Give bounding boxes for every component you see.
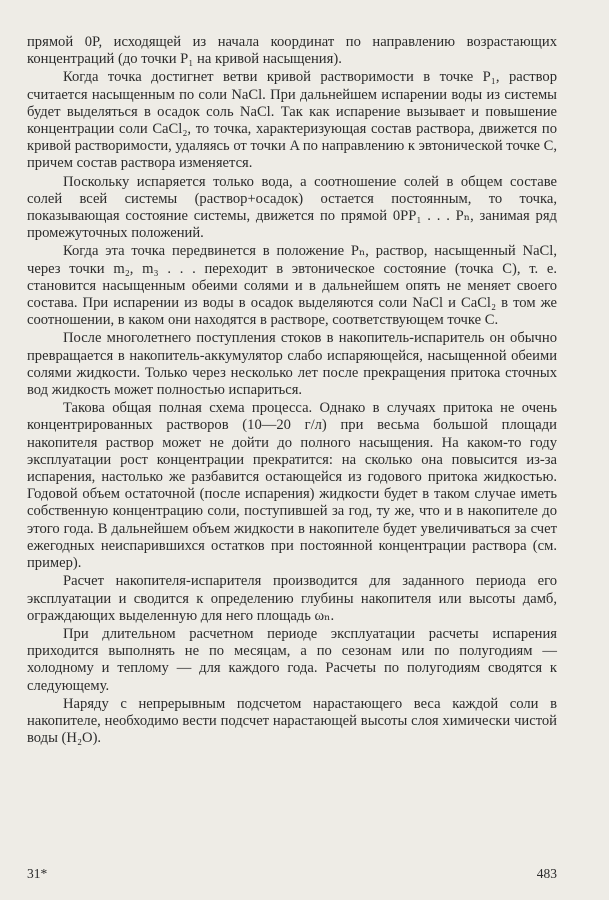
paragraph-7: Расчет накопителя-испарителя производится для заданного периода его эксплуатации и сводится к определению глубины накопителя или высоты дамб, ограждающих выделенную для него площадь ωₙ. <box>27 573 557 624</box>
paragraph-6: Такова общая полная схема процесса. Однако в случаях притока не очень концентрированных растворов (10—20 г/л) при весьма большой площади накопителя раствор может не дойти до полного насыщения. На каком-то году эксплуатации рост концентрации прекратится: на сколько она повысится из-за испарения, настолько же разбавится остающейся из годового притока жидкостью. Годовой объем остаточной (после испарения) жидкости будет в таком случае иметь собственную концентрацию соли, поступившей за год, ту же, что и в накопителе до этого года. В дальнейшем объем жидкости в накопителе будет увеличиваться за счет ежегодных неиспарившихся остатков при постоянной концентрации раствора (см. пример). <box>27 400 557 572</box>
paragraph-2: Когда точка достигнет ветви кривой растворимости в точке P₁, раствор считается насыщенным по соли NaCl. При дальнейшем испарении воды из системы будет выделяться в осадок соль NaCl. Так как испарение вызывает и повышение концентрации соли CaCl₂, то точка, характеризующая состав раствора, движется по кривой растворимости, удаляясь от точки A по направлению к эвтонической точке C, причем состав раствора изменяется. <box>27 69 557 172</box>
paragraph-1: прямой 0P, исходящей из начала координат по направлению возрастающих концентраций (до точки P₁ на кривой насыщения). <box>27 34 557 68</box>
signature-mark: 31* <box>27 866 48 881</box>
page-footer <box>27 866 557 882</box>
paragraph-9: Наряду с непрерывным подсчетом нарастающего веса каждой соли в накопителе, необходимо вести подсчет нарастающей высоты слоя химически чистой воды (H₂O). <box>27 695 557 747</box>
paragraph-5: После многолетнего поступления стоков в накопитель-испаритель он обычно превращается в накопитель-аккумулятор слабо испаряющейся, насыщенной обеими солями жидкости. Только через несколько лет после прекращения притока сточных вод жидкость может полностью испариться. <box>27 330 557 399</box>
paragraph-3: Поскольку испаряется только вода, а соотношение солей в общем составе солей всей системы (раствор+осадок) остается постоянным, то точка, показывающая состояние системы, движется по прямой 0PP₁ . . . Pₙ, занимая ряд промежуточных положений. <box>27 173 557 242</box>
paragraph-4: Когда эта точка передвинется в положение Pₙ, раствор, насыщенный NaCl, через точки m₂, m₃ . . . переходит в эвтоническое состояние (точка C), т. е. становится насыщенным обеими солями и в дальнейшем опять не меняет своего состава. При испарении из воды в осадок выделяются соли NaCl и CaCl₂ в том же соотношении, в каком они находятся в растворе, соответствующем точке C. <box>27 243 557 329</box>
paragraph-8: При длительном расчетном периоде эксплуатации расчеты испарения приходится выполнять не по месяцам, а по сезонам или по полугодиям — холодному и теплому — для каждого года. Расчеты по полугодиям сводятся к следующему. <box>27 625 557 694</box>
body-text <box>27 34 557 747</box>
page-number: 483 <box>536 866 557 881</box>
